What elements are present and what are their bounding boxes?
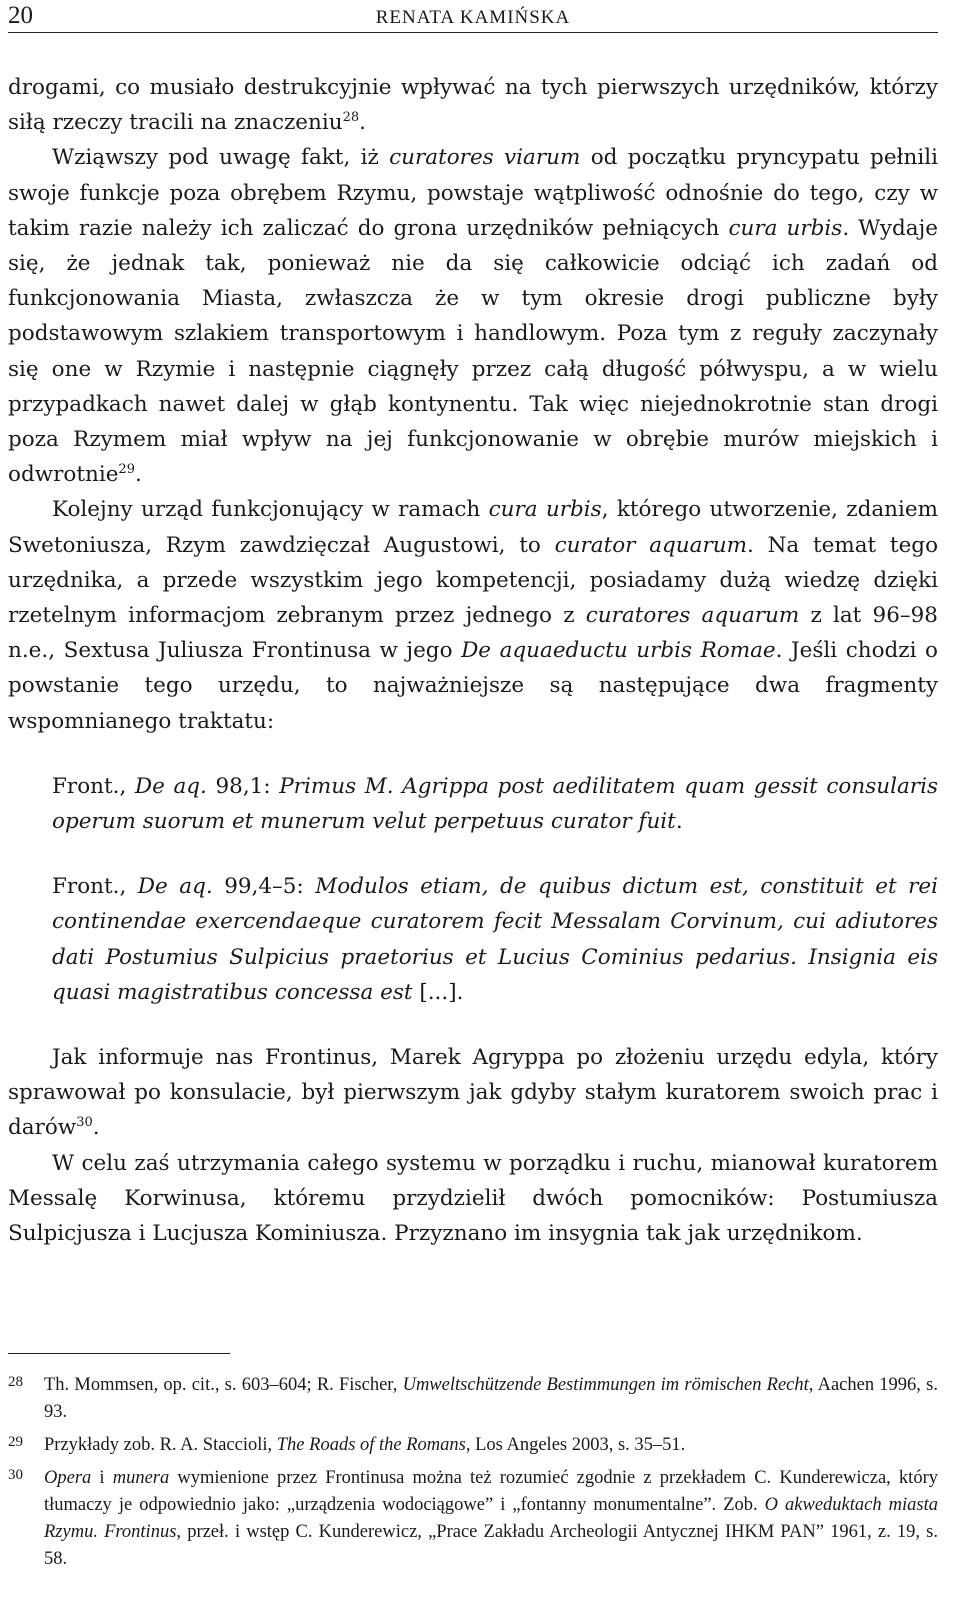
paragraph-3: Kolejny urząd funkcjonujący w ramach cura urbis, którego utworzenie, zdaniem Swetoniusza, Rzym zawdzięczał Augustowi, to curator aquarum. Na temat tego urzędnika, a przede wszystkim jego kompetencji, posiadamy dużą wiedzę dzięki rzetelnym informacjom zebranym przez jednego z curatores aquarum z lat 96–98 n.e., Sextusa Juliusza Frontinusa w jego De aquaeductu urbis Romae. Jeśli chodzi o powstanie tego urzędu, to najważniejsze są następujące dwa fragmenty wspomnianego traktatu: <box>8 497 939 734</box>
paragraph-4: Jak informuje nas Frontinus, Marek Agryppa po złożeniu urzędu edyla, który sprawował po konsulacie, był pierwszym jak gdyby stałym kuratorem swoich prac i darów$^{30}$. <box>8 1045 938 1141</box>
footnote-30: 30 Opera i munera wymienione przez Frontinusa można też rozumieć zgodnie z przekładem C. Kunderewicza, który tłumaczy je odpowiednio jako: „urządzenia wodociągowe” i „fontanny monumentalne”. Zob. O akweduktach miasta Rzymu. Frontinus, przeł. i wstęp C. Kunderewicz, „Prace Zakładu Archeologii Antycznej IHKM PAN” 1961, z. 19, s. 58. <box>8 1465 938 1573</box>
footnote-ref-29[interactable]: 29 <box>118 462 135 478</box>
main-text <box>8 70 938 1251</box>
quote-2: Front., De aq. 99,4–5: Modulos etiam, de quibus dictum est, constituit et rei continendae exercendaeque curatorem fecit Messalam Corvinum, cui adiutores dati Postumius Sulpicius praetorius et Lucius Cominius pedarius. Insignia eis quasi magistratibus concessa est [...]. <box>52 874 938 1005</box>
paragraph-5: W celu zaś utrzymania całego systemu w porządku i ruchu, mianował kuratorem Messalę Korwinusa, któremu przydzielił dwóch pomocników: Postumiusza Sulpicjusza i Lucjusza Kominiusza. Przyznano im insygnia tak jak urzędnikom. <box>8 1150 938 1247</box>
footnote-number: 28 <box>8 1374 23 1390</box>
footnote-28: 28 Th. Mommsen, op. cit., s. 603–604; R. Fischer, Umweltschützende Bestimmungen im römischen Recht, Aachen 1996, s. 93. <box>8 1372 938 1426</box>
footnotes <box>8 1372 938 1579</box>
footnote-number: 30 <box>8 1467 23 1483</box>
footnote-ref-28[interactable]: 28 <box>342 110 360 126</box>
quote-1: Front., De aq. 98,1: Primus M. Agrippa post aedilitatem quam gessit consularis operum suorum et munerum velut perpetuus curator fuit. <box>52 773 938 835</box>
page-number: 20 <box>8 2 33 29</box>
footnote-ref-30[interactable]: 30 <box>76 1115 93 1131</box>
page-header <box>8 2 938 33</box>
paragraph-1: drogami, co musiało destrukcyjnie wpływać na tych pierwszych urzędników, którzy siłą rzeczy tracili na znaczeniu$^{28}$. <box>8 75 938 136</box>
footnote-29: 29 Przykłady zob. R. A. Staccioli, The Roads of the Romans, Los Angeles 2003, s. 35–51. <box>8 1432 938 1459</box>
running-head-author: RENATA KAMIŃSKA <box>375 7 571 28</box>
paragraph-2: Wziąwszy pod uwagę fakt, iż curatores viarum od początku pryncypatu pełnili swoje funkcje poza obrębem Rzymu, powstaje wątpliwość odnośnie do tego, czy w takim razie należy ich zaliczać do grona urzędników pełniących cura urbis. Wydaje się, że jednak tak, ponieważ nie da się całkowicie odciąć ich zadań od funkcjonowania Miasta, zwłaszcza że w tym okresie drogi publiczne były podstawowym szlakiem transportowym i handlowym. Poza tym z reguły zaczynały się one w Rzymie i następnie ciągnęły przez całą długość półwyspu, a w wielu przypadkach nawet dalej w głąb kontynentu. Tak więc niejednokrotnie stan drogi poza Rzymem miał wpływ na jej funkcjonowanie w obrębie murów miejskich i odwrotnie$^{29}$. <box>8 145 938 488</box>
footnote-separator <box>8 1353 230 1354</box>
footnote-number: 29 <box>8 1434 23 1450</box>
